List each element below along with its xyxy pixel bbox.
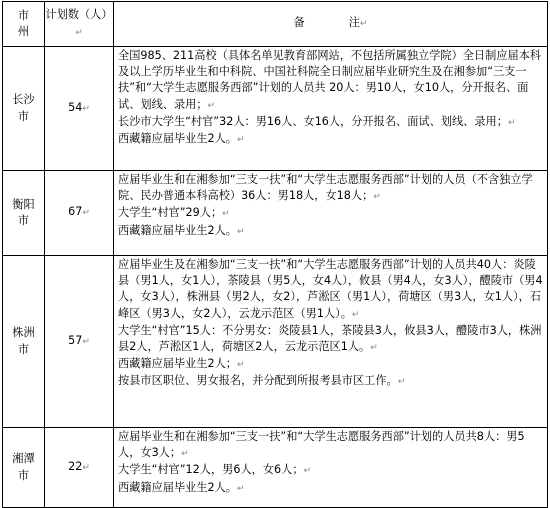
note-line: 西藏籍应届毕业生2人。↵: [118, 223, 245, 237]
city-name: 衡阳: [12, 197, 35, 211]
city-name: 长沙: [12, 93, 35, 107]
header-note-cell: [114, 2, 548, 47]
note-line: 大学生“村官”29人；↵: [118, 206, 230, 220]
note-line: 西藏籍应届毕业生2人。↵: [118, 132, 245, 146]
plan-count: 54↵: [45, 47, 114, 171]
note-line: 大学生“村官”12人，男6人，女6人；↵: [118, 463, 312, 477]
city-suffix: 市: [17, 468, 30, 482]
city-cell: [3, 47, 45, 171]
note-line: 应届毕业生及在湘参加“三支一扶”和“大学生志愿服务西部”计划的人员共40人：炎陵县（男1人，女1人），茶陵县（男5人，女4人），攸县（男4人，女3人），醴陵市（男4人，女3人），株洲县（男2人，女2），芦淞区（男1人），荷塘区（男3人，女1人），石峰区（男3人，女2人），云龙示范区（男1人）。↵: [118, 258, 543, 320]
city-suffix: 市: [17, 214, 30, 227]
header-note-char-1: 备: [293, 16, 305, 30]
city-suffix: 市: [17, 342, 30, 356]
city-cell: [3, 256, 45, 428]
recruitment-plan-table: [2, 1, 548, 508]
note-line: 西藏籍应届毕业生2人；↵: [118, 357, 245, 371]
plan-count: 67↵: [45, 171, 114, 256]
plan-count: 57↵: [45, 256, 114, 428]
table-row: [3, 256, 548, 428]
note-cell: [114, 428, 548, 508]
city-cell: [3, 428, 45, 508]
note-cell: [114, 47, 548, 171]
city-name: 湘潭: [12, 452, 35, 466]
note-line: 西藏籍应届毕业生2人。↵: [118, 480, 245, 494]
note-line: 按县市区职位、男女报名，并分配到所报考县市区工作。↵: [118, 374, 406, 388]
paragraph-mark: ↵: [75, 27, 83, 38]
city-suffix: 市: [17, 109, 30, 123]
table-header-row: [3, 2, 548, 47]
header-city-char-1: 市: [17, 8, 30, 22]
header-plan-cell: [45, 2, 114, 47]
note-line: 长沙市大学生“村官”32人：男16人、女16人，分开报名、面试、划线、录用；↵: [118, 114, 516, 128]
table-row: [3, 171, 548, 256]
note-cell: [114, 171, 548, 256]
note-line: 全国985、211高校（具体名单见教育部网站，不包括所属独立学院）全日制应届本科及以上学历毕业生和中科院、中国社科院全日制应届毕业研究生及在湘参加“三支一扶”和“大学生志愿服务西部”计划的人员共 20人：男10人，女10人，分开报名、面试、划线、录用；↵: [118, 49, 542, 111]
paragraph-mark: ↵: [359, 19, 368, 30]
city-name: 株洲: [12, 326, 35, 340]
note-line: 应届毕业生和在湘参加“三支一扶”和“大学生志愿服务西部”计划的人员共8人：男5人，女3人；↵: [118, 430, 525, 460]
header-note-char-2: 注: [348, 16, 360, 30]
plan-count: 22↵: [45, 428, 114, 508]
note-line: 应届毕业生和在湘参加“三支一扶”和“大学生志愿服务西部”计划的人员（不含独立学院、民办普通本科高校）36人：男18人，女18人；↵: [118, 173, 533, 203]
note-line: 大学生“村官”15人：不分男女：炎陵县1人，茶陵县3人，攸县3人，醴陵市3人，株洲县2人，芦淞区1人，荷塘区2人，云龙示范区1人。↵: [118, 323, 542, 354]
header-plan-label: 计划数（人）: [45, 8, 113, 22]
header-city-char-2: 州: [17, 25, 30, 38]
table-row: [3, 428, 548, 508]
city-cell: [3, 171, 45, 256]
table-row: [3, 47, 548, 171]
header-city-cell: [3, 2, 45, 47]
note-cell: [114, 256, 548, 428]
